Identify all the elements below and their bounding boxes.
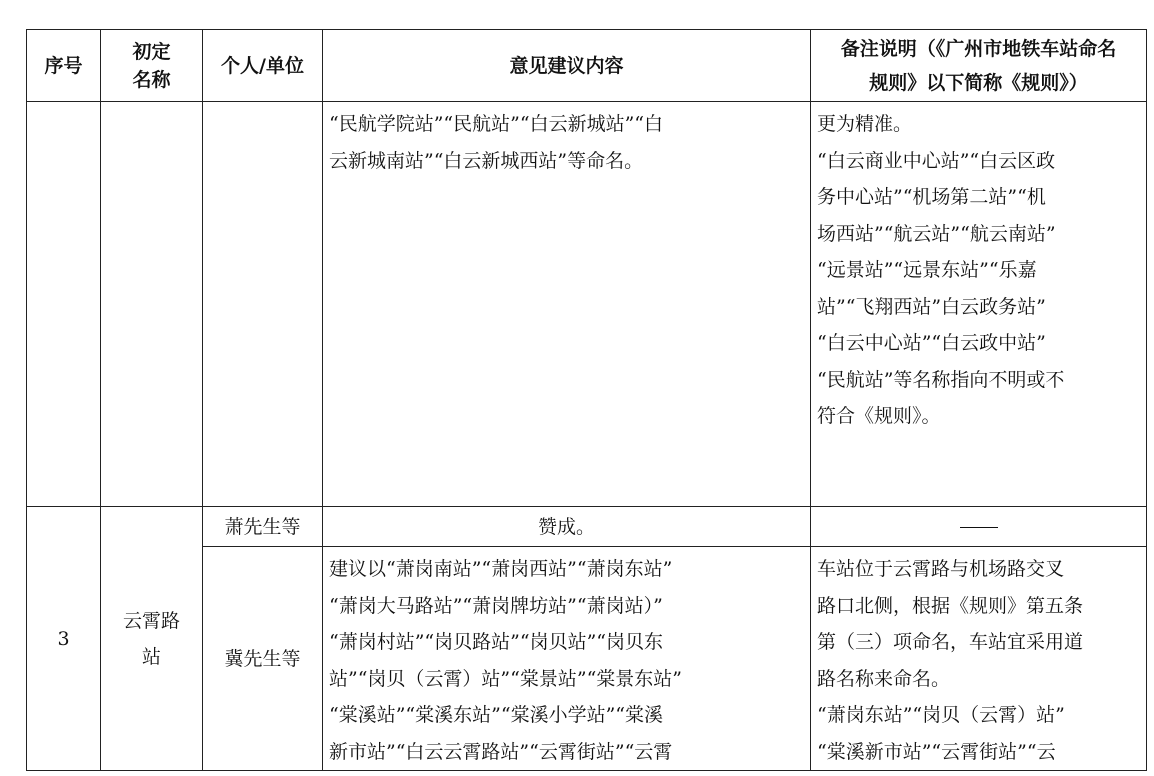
row3-content-line: “棠溪站”“棠溪东站”“棠溪小学站”“棠溪 [329, 704, 663, 726]
prev-seq-cell [27, 102, 101, 507]
header-note-line1: 备注说明（《广州市地铁车站命名 [840, 37, 1117, 60]
row3-name-line1: 云霄路 [122, 609, 180, 632]
row3-sub1-content-cell: 赞成。 [323, 507, 811, 547]
row3-note-line: “萧岗东站”“岗贝（云霄）站” [817, 704, 1065, 726]
row3-sub2-note-cell [811, 547, 1147, 771]
prev-note-line: 场西站”“航云站”“航云南站” [817, 222, 1056, 245]
row3-note-line: 路口北侧，根据《规则》第五条 [817, 594, 1084, 617]
row3-sub1-person-cell: 萧先生等 [203, 507, 323, 547]
dash-mark [960, 527, 998, 528]
prev-person-cell [203, 102, 323, 507]
row3-sub1-note-cell [811, 507, 1147, 547]
prev-note-cell [811, 102, 1147, 507]
prev-note-line: 站”“飞翔西站”白云政务站” [817, 295, 1046, 318]
prev-note-line: 务中心站”“机场第二站”“机 [817, 186, 1046, 208]
header-content: 意见建议内容 [323, 30, 811, 102]
row3-seq-cell: 3 [27, 507, 101, 771]
row3-name-line2: 站 [141, 645, 161, 668]
header-person: 个人/单位 [203, 30, 323, 102]
header-note [811, 30, 1147, 102]
row3-content-line: 建议以“萧岗南站”“萧岗西站”“萧岗东站” [329, 558, 673, 580]
prev-note-line: 更为精准。 [817, 113, 913, 135]
row3-note-line: 第（三）项命名，车站宜采用道 [817, 631, 1084, 653]
prev-name-cell [101, 102, 203, 507]
row3-content-line: “萧岗村站”“岗贝路站”“岗贝站”“岗贝东 [329, 631, 663, 653]
row3-sub2-person-cell: 冀先生等 [203, 547, 323, 771]
header-seq: 序号 [27, 30, 101, 102]
row3-note-line: 路名称来命名。 [817, 667, 951, 690]
row3-content-line: 新市站”“白云云霄路站”“云霄街站”“云霄 [329, 740, 673, 763]
row3-note-line: 车站位于云霄路与机场路交叉 [817, 558, 1065, 580]
prev-note-line: “白云中心站”“白云政中站” [817, 332, 1046, 354]
row3-note-line: “棠溪新市站”“云霄街站”“云 [817, 740, 1056, 763]
table-row-continued [27, 102, 1147, 507]
row3-content-line: 站”“岗贝（云霄）站”“棠景站”“棠景东站” [329, 667, 682, 690]
opinion-table [26, 29, 1147, 771]
prev-note-line: “民航站”等名称指向不明或不 [817, 368, 1065, 391]
header-note-line2: 规则》以下简称《规则》） [869, 71, 1088, 94]
row3-sub2-content-cell [323, 547, 811, 771]
row3-content-line: “萧岗大马路站”“萧岗牌坊站”“萧岗站）” [329, 594, 663, 617]
prev-note-line: “白云商业中心站”“白云区政 [817, 149, 1056, 172]
prev-note-line: 符合《规则》。 [817, 405, 941, 427]
header-name-line2: 名称 [132, 68, 171, 91]
header-name-line1: 初定 [132, 40, 171, 63]
prev-content-line: “民航学院站”“民航站”“白云新城站”“白 [329, 113, 663, 135]
header-row [27, 30, 1147, 102]
prev-content-line: 云新城南站”“白云新城西站”等命名。 [329, 149, 644, 172]
table-row-3a [27, 507, 1147, 547]
header-name [101, 30, 203, 102]
prev-content-cell [323, 102, 811, 507]
row3-name-cell [101, 507, 203, 771]
prev-note-line: “远景站”“远景东站”“乐嘉 [817, 259, 1037, 281]
